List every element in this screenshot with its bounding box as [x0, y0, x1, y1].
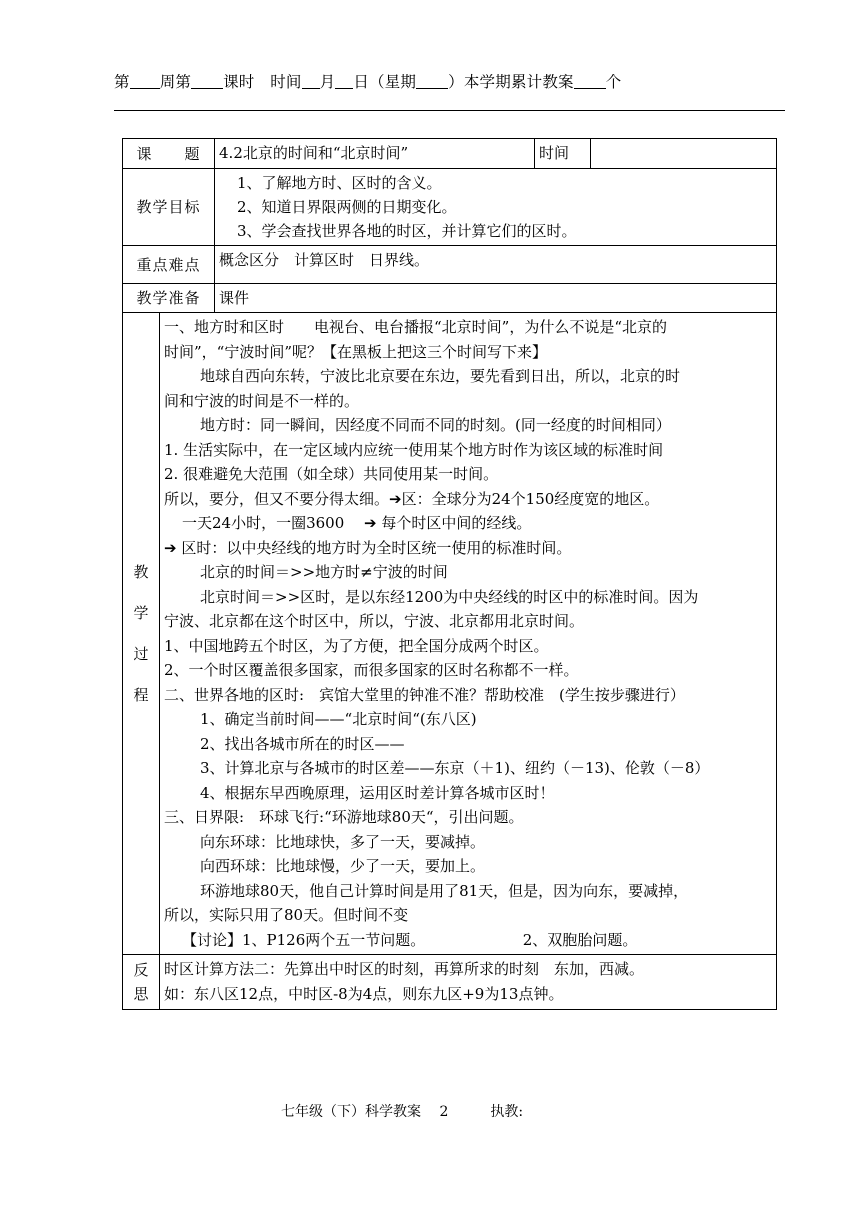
- process-label-char: 教: [133, 562, 149, 581]
- process-line: 环游地球80天，他自己计算时间是用了81天，但是，因为向东，要减掉，: [200, 881, 689, 900]
- process-line: 地方时：同一瞬间，因经度不同而不同的时刻。(同一经度的时间相同）: [200, 416, 671, 434]
- goal-item: 2、知道日界限两侧的日期变化。: [237, 197, 457, 216]
- reflect-content: [160, 955, 777, 1010]
- header-text: 月: [319, 73, 336, 91]
- goal-item: 1、了解地方时、区时的含义。: [237, 173, 442, 192]
- process-label-char: 过: [133, 644, 149, 663]
- process-label-char: 学: [133, 603, 149, 622]
- process-line: 北京的时间＝>>地方时≠宁波的时间: [200, 563, 448, 581]
- header-text: 第: [114, 73, 130, 91]
- process-line: 向西环球：比地球慢，少了一天，要加上。: [200, 857, 486, 875]
- blank-period: [191, 73, 223, 89]
- process-line: 2、找出各城市所在的时区——: [200, 734, 405, 753]
- blank-month: [302, 73, 320, 89]
- goals-content: [215, 168, 777, 245]
- process-label-char: 程: [133, 685, 149, 704]
- header-text: 周第: [159, 73, 192, 91]
- topic-value: 4.2北京的时间和“北京时间”: [215, 139, 535, 169]
- process-row: [123, 313, 777, 955]
- prep-row: [123, 283, 777, 313]
- process-line: 三、日界限: 环球飞行:“环游地球80天“，引出问题。: [164, 808, 524, 826]
- process-line: 北京时间＝>>区时，是以东经1200为中央经线的时区中的标准时间。因为: [200, 587, 699, 606]
- process-line: 一天24小时，一圈3600 ➔ 每个时区中间的经线。: [182, 514, 532, 532]
- blank-week: [130, 73, 160, 89]
- header-text: ）本学期累计教案: [448, 73, 574, 91]
- process-content: [160, 313, 777, 955]
- goal-item: 3、学会查找世界各地的时区，并计算它们的区时。: [237, 221, 577, 240]
- lesson-plan-table: [122, 138, 777, 1010]
- blank-weekday: [416, 73, 448, 89]
- blank-count: [574, 73, 606, 89]
- reflect-label: [123, 955, 160, 1010]
- prep-value: 课件: [215, 283, 777, 313]
- page-header: [114, 70, 621, 92]
- process-line: 间和宁波的时间是不一样的。: [164, 391, 360, 410]
- process-line: 2、一个时区覆盖很多国家，而很多国家的区时名称都不一样。: [164, 661, 579, 679]
- process-line: 一、地方时和区时 电视台、电台播报“北京时间”，为什么不说是“北京的: [164, 318, 668, 336]
- process-line: 宁波、北京都在这个时区中，所以，宁波、北京都用北京时间。: [164, 612, 585, 630]
- header-text: 课时 时间: [223, 73, 302, 91]
- process-label: [123, 313, 160, 955]
- blank-day: [335, 73, 353, 89]
- process-line: 4、根据东早西晚原理，运用区时差计算各城市区时！: [200, 783, 555, 802]
- reflect-row: [123, 955, 777, 1010]
- process-line: 向东环球：比地球快，多了一天，要减掉。: [200, 832, 486, 851]
- goals-row: [123, 168, 777, 245]
- process-line: 2. 很难避免大范围（如全球）共同使用某一时间。: [164, 465, 499, 483]
- topic-row: [123, 139, 777, 169]
- key-row: [123, 245, 777, 283]
- header-text: 日（星期: [353, 73, 417, 91]
- process-line: 二、世界各地的区时: 宾馆大堂里的钟准不准？帮助校准 (学生按步骤进行）: [164, 685, 685, 704]
- process-line: 【讨论】1、P126两个五一节问题。 2、双胞胎问题。: [182, 930, 638, 949]
- process-line: 时间”，“宁波时间”呢？【在黑板上把这三个时间写下来】: [164, 342, 548, 361]
- process-line: 3、计算北京与各城市的时区差——东京（＋1)、纽约（－13)、伦敦（－8）: [200, 759, 710, 777]
- process-line: 地球自西向东转，宁波比北京要在东边，要先看到日出，所以，北京的时: [200, 367, 681, 385]
- process-line: 所以，实际只用了80天。但时间不变: [164, 906, 409, 924]
- reflect-label-char: 思: [133, 985, 149, 1003]
- process-line: 1. 生活实际中，在一定区域内应统一使用某个地方时作为该区域的标准时间: [164, 440, 664, 459]
- topic-label: 课 题: [123, 139, 215, 169]
- key-value: 概念区分 计算区时 日界线。: [215, 245, 777, 283]
- process-line: ➔ 区时：以中央经线的地方时为全时区统一使用的标准时间。: [164, 538, 572, 557]
- page-footer: 七年级（下）科学教案 2 执教:: [281, 1104, 524, 1120]
- process-line: 所以，要分，但又不要分得太细。➔区：全球分为24个150经度宽的地区。: [164, 489, 660, 508]
- reflect-line: 时区计算方法二：先算出中时区的时刻，再算所求的时刻 东加，西减。: [164, 960, 645, 978]
- prep-label: 教学准备: [123, 283, 215, 313]
- key-label: 重点难点: [123, 245, 215, 283]
- reflect-line: 如：东八区12点，中时区-8为4点，则东九区+9为13点钟。: [164, 984, 564, 1003]
- time-value: [591, 139, 777, 169]
- process-line: 1、中国地跨五个时区，为了方便，把全国分成两个时区。: [164, 636, 549, 655]
- header-rule: [114, 110, 785, 111]
- process-line: 1、确定当前时间——“北京时间“(东八区): [200, 710, 477, 728]
- time-label: 时间: [535, 139, 591, 169]
- reflect-label-char: 反: [133, 961, 149, 979]
- goals-label: 教学目标: [123, 168, 215, 245]
- header-text: 个: [605, 73, 622, 91]
